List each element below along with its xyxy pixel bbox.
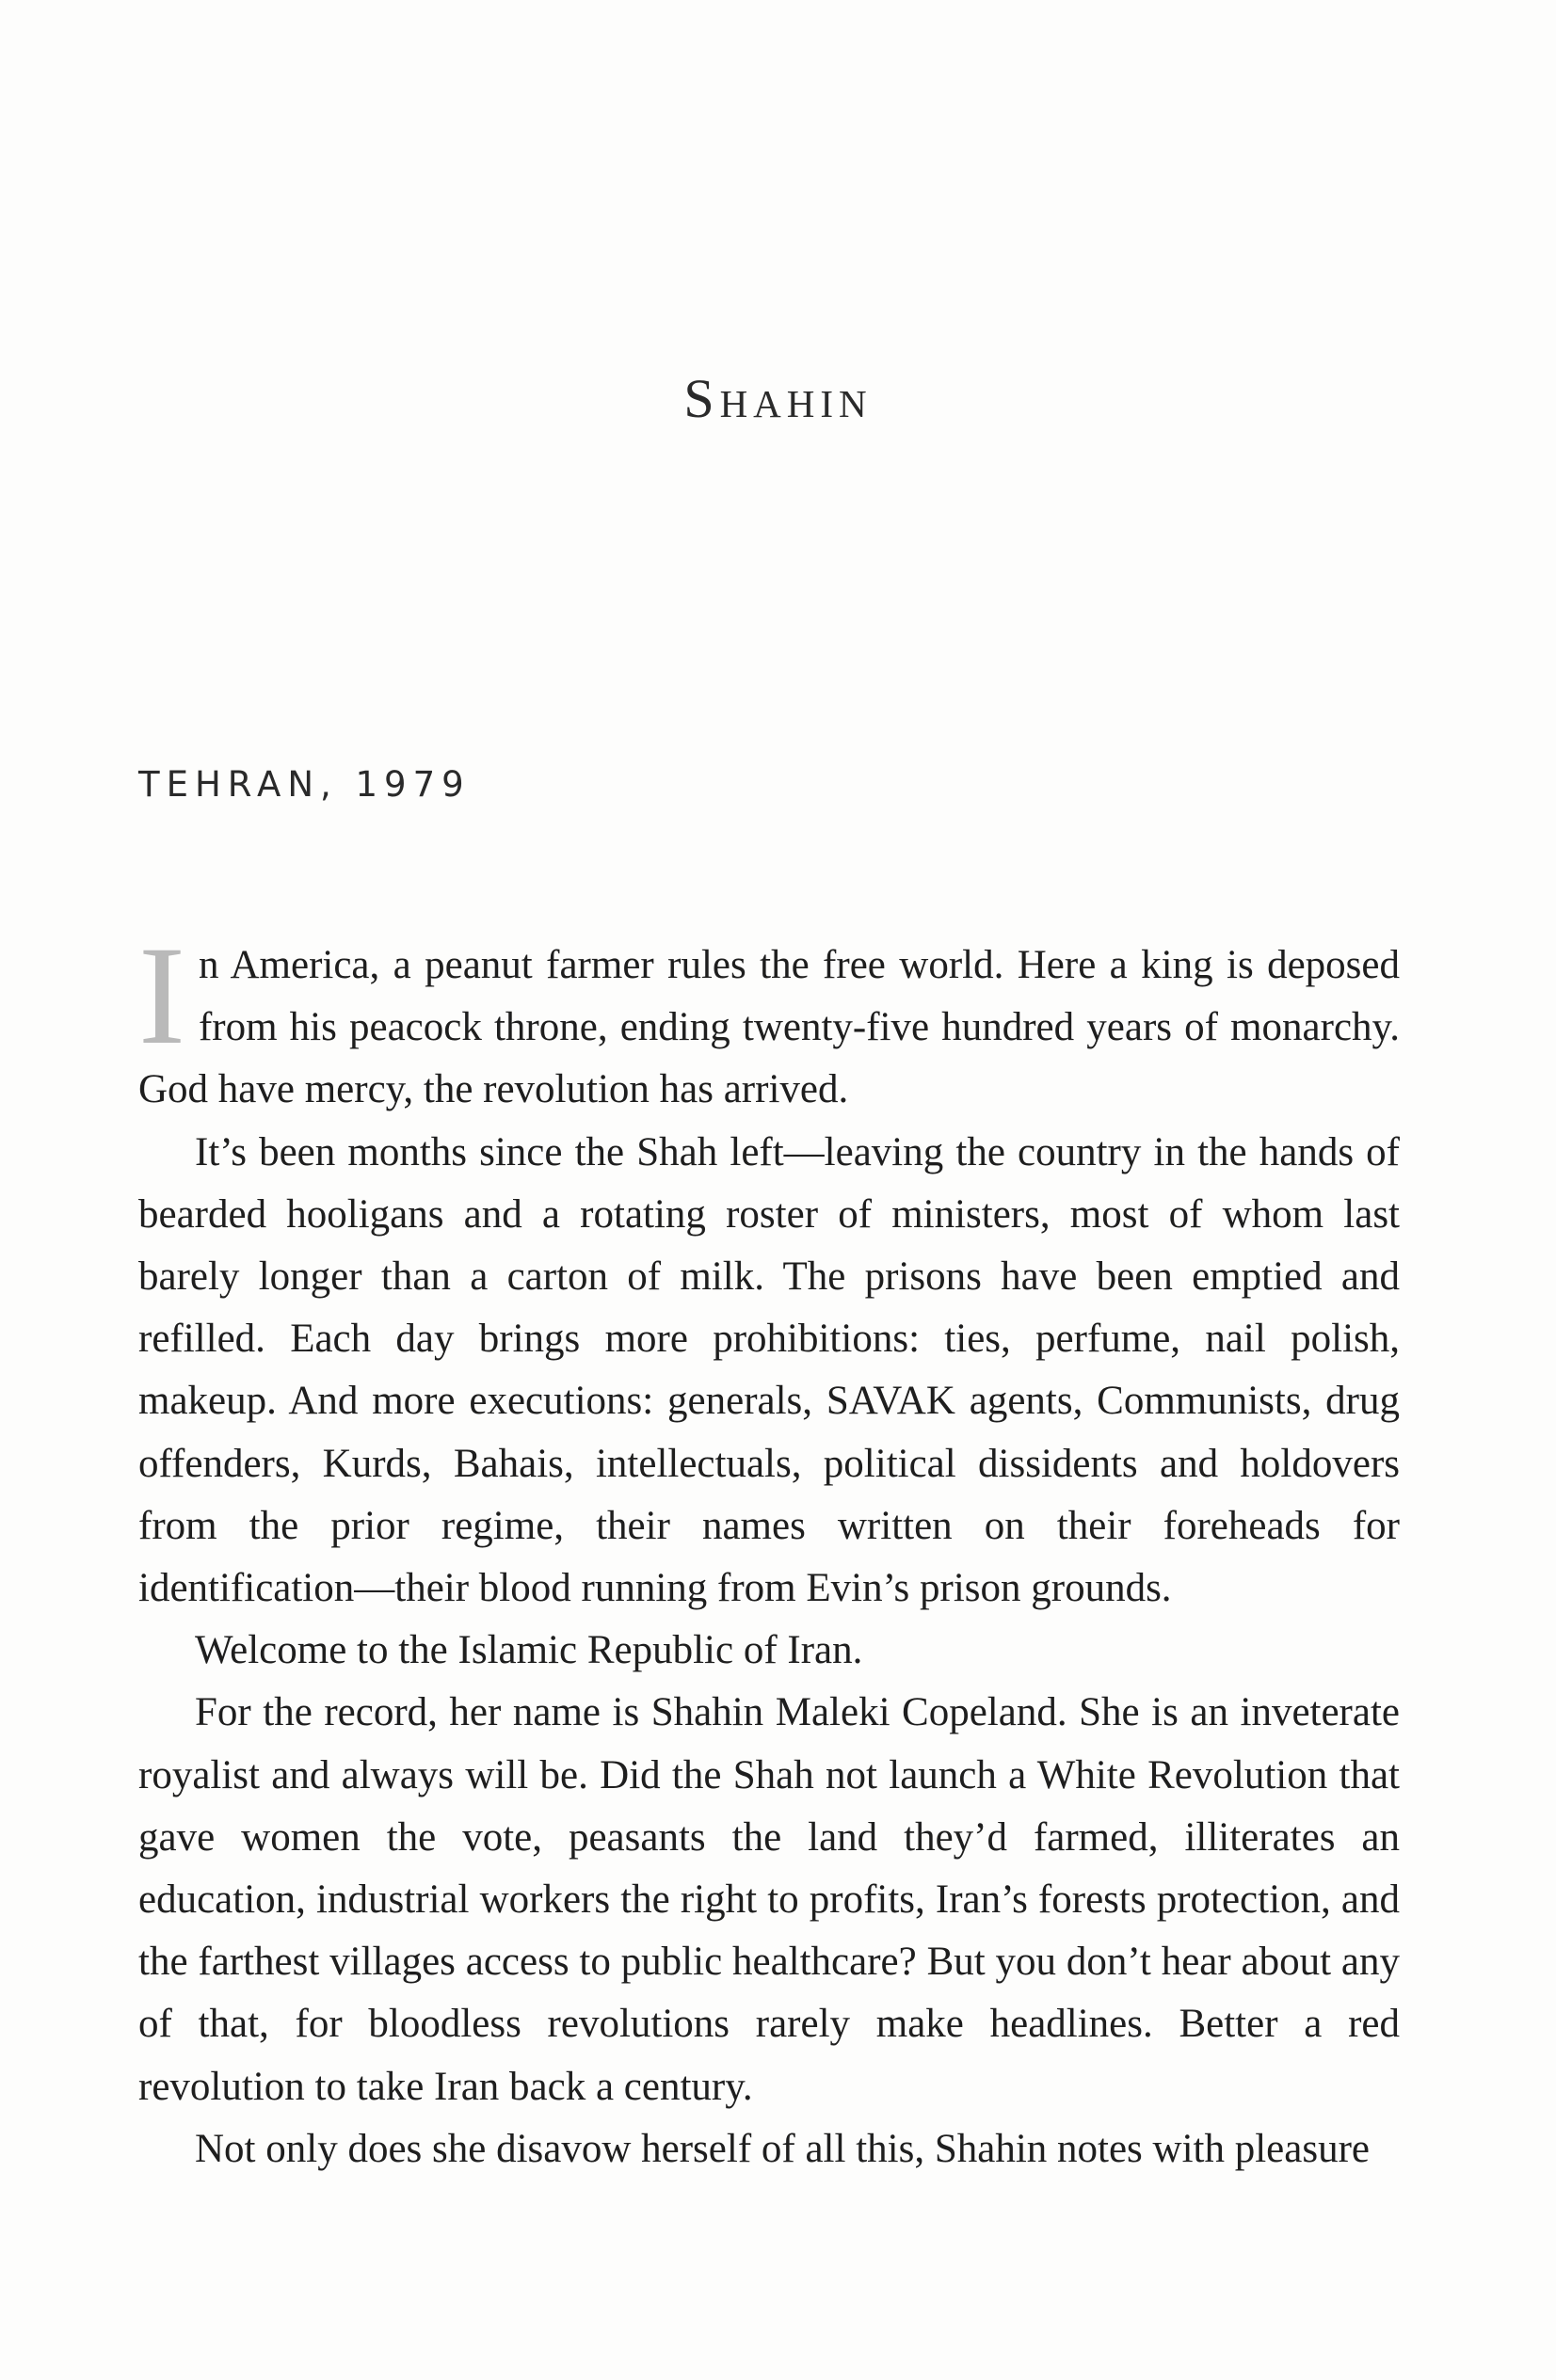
paragraph-3: Welcome to the Islamic Republic of Iran. <box>195 1628 863 1673</box>
chapter-title: Shahin <box>683 368 873 429</box>
chapter-dateline: TEHRAN, 1979 <box>138 764 471 805</box>
paragraph-4: For the record, her name is Shahin Maleki Copeland. She is an inveterate royalist and always will be. Did the Shah not launch a White Revolution that gave women the vote, peasants the land they’d farmed, illiterates an education, industrial workers the right to profits, Iran’s forests protection, and the farthest villages access to public healthcare? But you don’t hear about any of that, for bloodless revolutions rarely make headlines. Better a red revolution to take Iran back a century. <box>138 1690 1400 2109</box>
chapter-body <box>138 918 1400 2180</box>
paragraph-5: Not only does she disavow herself of all this, Shahin notes with pleasure <box>195 2126 1370 2171</box>
drop-cap: I <box>138 918 185 1074</box>
paragraph-1 <box>138 918 1400 1122</box>
paragraph-2: It’s been months since the Shah left—leaving the country in the hands of bearded hooligans and a rotating roster of ministers, most of whom last barely longer than a carton of milk. The prisons have been emptied and refilled. Each day brings more prohibitions: ties, perfume, nail polish, makeup. And more executions: generals, SAVAK agents, Communists, drug offenders, Kurds, Bahais, intellectuals, political dissidents and holdovers from the prior regime, their names written on their foreheads for identification—their blood running from Evin’s prison grounds. <box>138 1129 1400 1611</box>
paragraph-1-text: n America, a peanut farmer rules the free world. Here a king is deposed from his peacock throne, ending twenty-five hundred years of monarchy. God have mercy, the revolution has arrived. <box>138 943 1400 1112</box>
